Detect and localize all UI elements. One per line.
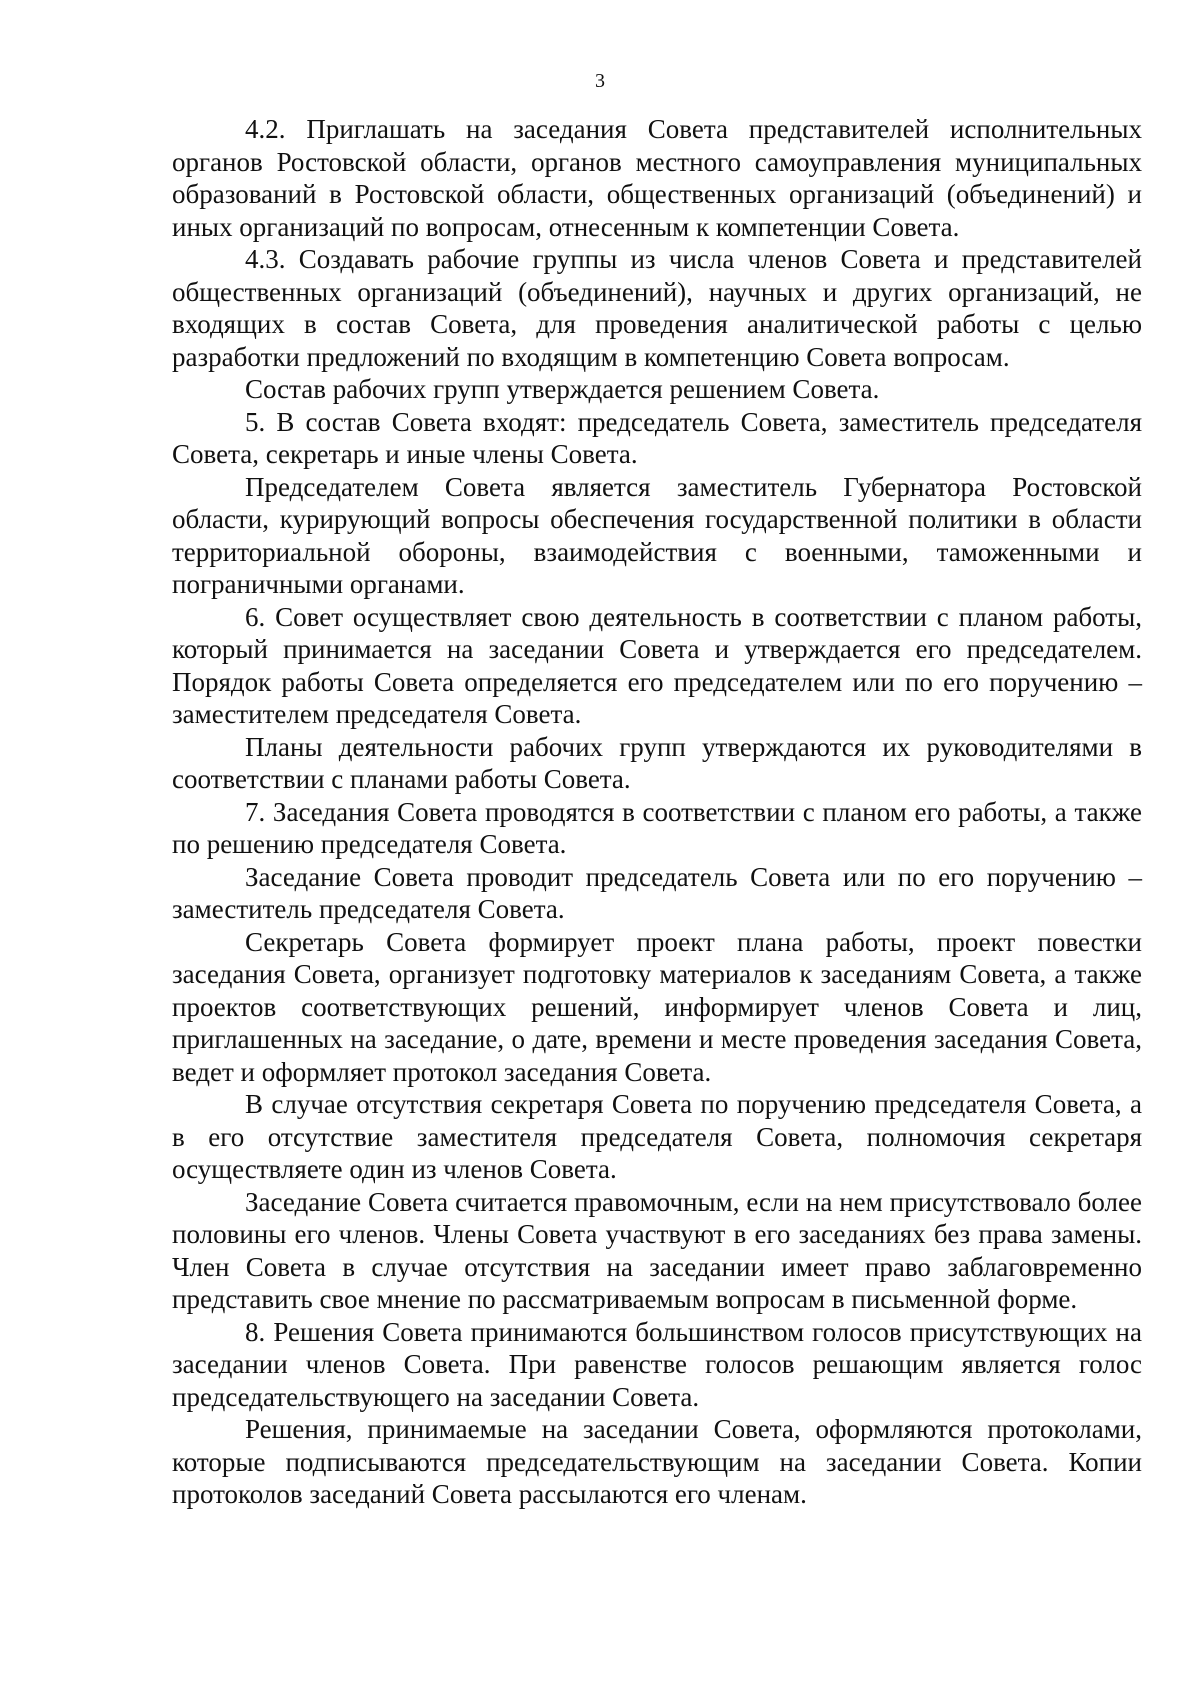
paragraph-5: 5. В состав Совета входят: председатель Совета, заместитель председателя Совета, секретарь и иные члены Совета. — [172, 406, 1142, 469]
paragraph-8: 8. Решения Совета принимаются большинством голосов присутствующих на заседании членов Совета. При равенстве голосов решающим является голос председательствующего на заседании Совета. — [172, 1316, 1142, 1412]
paragraph-working-groups: Состав рабочих групп утверждается решением Совета. — [245, 374, 880, 404]
paragraph-group-plans: Планы деятельности рабочих групп утверждаются их руководителями в соответствии с планами работы Совета. — [172, 731, 1142, 794]
paragraph-chairman: Председателем Совета является заместитель Губернатора Ростовской области, курирующий вопросы обеспечения государственной политики в области территориальной обороны, взаимодействия с военными, таможенными и пограничными органами. — [172, 471, 1142, 599]
document-body — [172, 113, 1142, 1511]
paragraph-4-3: 4.3. Создавать рабочие группы из числа членов Совета и представителей общественных организаций (объединений), научных и других организаций, не входящих в состав Совета, для проведения аналитической работы с целью разработки предложений по входящим в компетенцию Совета вопросам. — [172, 244, 1142, 372]
paragraph-meeting-conduct: Заседание Совета проводит председатель Совета или по его поручению – заместитель председателя Совета. — [172, 861, 1142, 924]
paragraph-protocols: Решения, принимаемые на заседании Совета, оформляются протоколами, которые подписываются председательствующим на заседании Совета. Копии протоколов заседаний Совета рассылаются его членам. — [172, 1414, 1142, 1509]
paragraph-secretary: Секретарь Совета формирует проект плана работы, проект повестки заседания Совета, организует подготовку материалов к заседаниям Совета, а также проектов соответствующих решений, информирует членов Совета и лиц, приглашенных на заседание, о дате, времени и месте проведения заседания Совета, ведет и оформляет протокол заседания Совета. — [172, 926, 1142, 1087]
paragraph-quorum: Заседание Совета считается правомочным, если на нем присутствовало более половины его членов. Члены Совета участвуют в его заседаниях без права замены. Член Совета в случае отсутствия на заседании имеет право заблаговременно представить свое мнение по рассматриваемым вопросам в письменной форме. — [172, 1186, 1142, 1314]
paragraph-6: 6. Совет осуществляет свою деятельность в соответствии с планом работы, который принимается на заседании Совета и утверждается его председателем. Порядок работы Совета определяется его председателем или по его поручению – заместителем председателя Совета. — [172, 601, 1142, 729]
paragraph-secretary-absence: В случае отсутствия секретаря Совета по поручению председателя Совета, а в его отсутствие заместителя председателя Совета, полномочия секретаря осуществляете один из членов Совета. — [172, 1089, 1142, 1184]
paragraph-4-2: 4.2. Приглашать на заседания Совета представителей исполнительных органов Ростовской области, органов местного самоуправления муниципальных образований в Ростовской области, общественных организаций (объединений) и иных организаций по вопросам, отнесенным к компетенции Совета. — [172, 114, 1142, 242]
page-number: 3 — [595, 70, 605, 92]
paragraph-7: 7. Заседания Совета проводятся в соответствии с планом его работы, а также по решению председателя Совета. — [172, 796, 1142, 859]
